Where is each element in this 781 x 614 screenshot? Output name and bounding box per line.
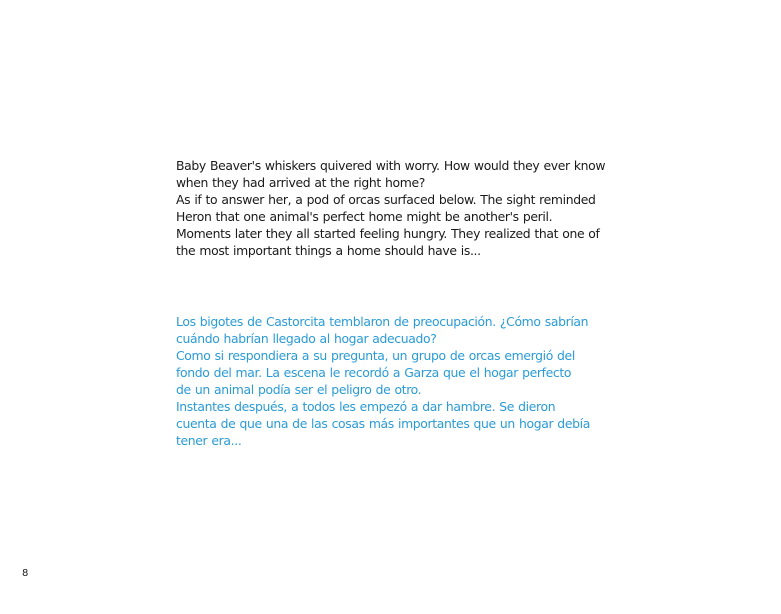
spanish-line-5: de un animal podía ser el peligro de otro. [176,382,422,397]
english-line-5: Moments later they all started feeling hungry. They realized that one of [176,226,600,241]
spanish-line-2: cuándo habrían llegado al hogar adecuado? [176,331,437,346]
english-line-2: when they had arrived at the right home? [176,175,425,190]
page-number: 8 [22,568,29,579]
spanish-line-6: Instantes después, a todos les empezó a dar hambre. Se dieron [176,399,556,414]
spanish-line-8: tener era... [176,433,242,448]
english-line-4: Heron that one animal's perfect home might be another's peril. [176,209,553,224]
english-line-3: As if to answer her, a pod of orcas surfaced below. The sight reminded [176,192,596,207]
english-paragraph [176,157,606,259]
english-line-6: the most important things a home should have is... [176,243,481,258]
spanish-line-4: fondo del mar. La escena le recordó a Garza que el hogar perfecto [176,365,572,380]
spanish-line-7: cuenta de que una de las cosas más importantes que un hogar debía [176,416,590,431]
spanish-paragraph [176,313,596,449]
spanish-line-1: Los bigotes de Castorcita temblaron de preocupación. ¿Cómo sabrían [176,314,589,329]
english-line-1: Baby Beaver's whiskers quivered with worry. How would they ever know [176,158,606,173]
spanish-line-3: Como si respondiera a su pregunta, un grupo de orcas emergió del [176,348,575,363]
